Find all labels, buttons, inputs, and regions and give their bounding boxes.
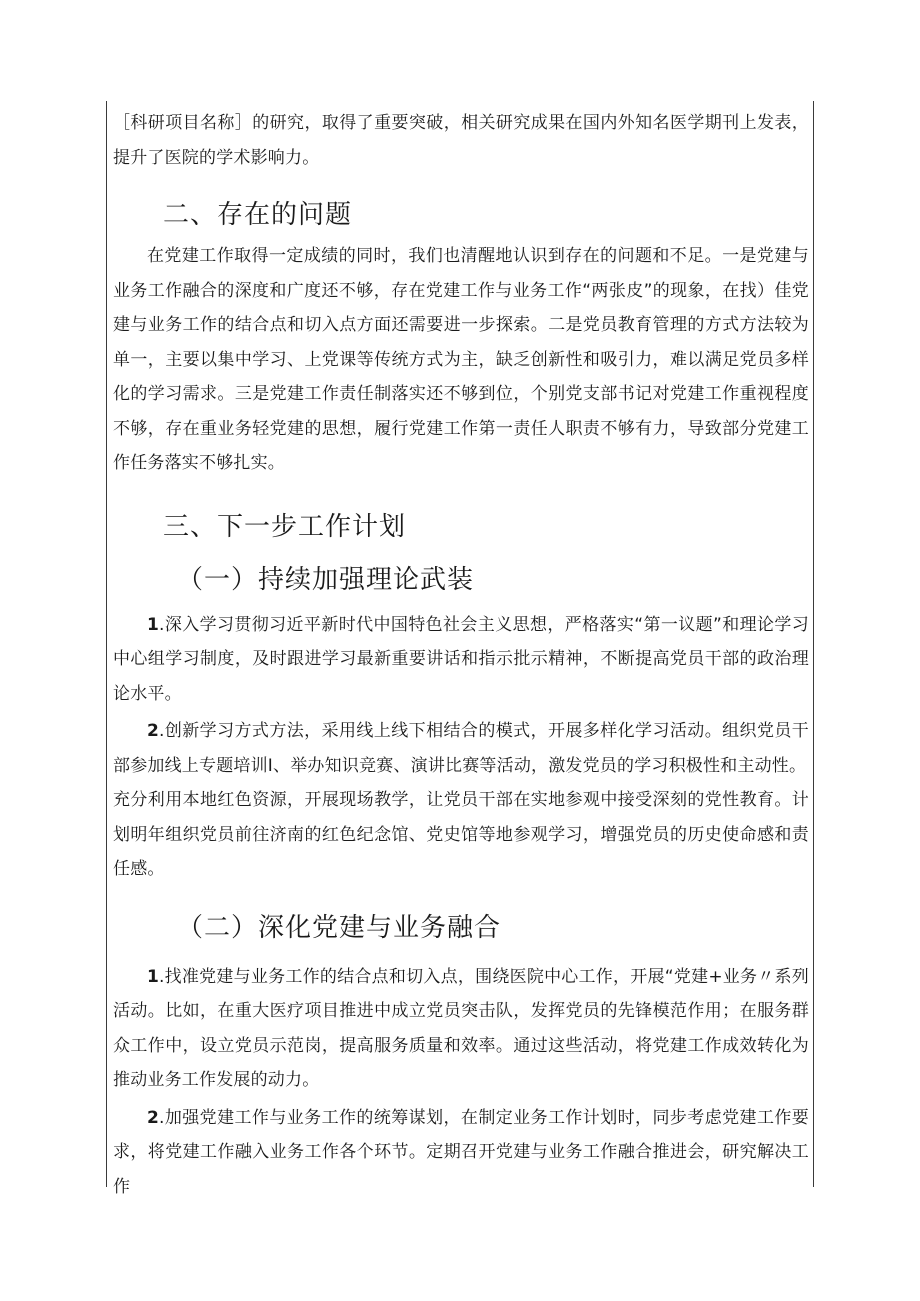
list-item-theory-2: [113, 714, 809, 783]
item-text: .创新学习方式方法，采用线上线下相结合的模式，开展多样化学习活动。组织党员干部参加线上专题培训I、举办知识竞赛、演讲比赛等活动，激发党员的学习积极性和主动性。: [113, 721, 809, 776]
item-number: 1: [147, 966, 160, 987]
table-border-left: [106, 101, 107, 1187]
document-body: [113, 106, 809, 1204]
item-number: 2: [147, 721, 160, 741]
item-text: .加强党建工作与业务工作的统筹谋划，在制定业务工作计划时，同步考虑党建工作要求，将党建工作融入业务工作各个环节。定期召开党建与业务工作融合推进会，研究解决工作: [113, 1107, 809, 1197]
list-item-integration-1: [113, 960, 809, 1098]
intro-paragraph: ［科研项目名称］的研究，取得了重要突破，相关研究成果在国内外知名医学期刊上发表，提升了医院的学术影响力。: [113, 113, 809, 168]
problems-paragraph: 在党建工作取得一定成绩的同时，我们也清醒地认识到存在的问题和不足。一是党建与业务工作融合的深度和广度还不够，存在党建工作与业务工作“两张皮”的现象，在找）佳党建与业务工作的结合点和切入点方面还需要进一步探索。二是党员教育管理的方式方法较为单一，主要以集中学习、上党课等传统方式为主，缺乏创新性和吸引力，难以满足党员多样化的学习需求。三是党建工作责任制落实还不够到位，个别党支部书记对党建工作重视程度不够，存在重业务轻党建的思想，履行党建工作第一责任人职责不够有力，导致部分党建工作任务落实不够扎实。: [113, 246, 809, 473]
list-item-integration-2: [113, 1101, 809, 1205]
subheading-theory: （一）持续加强理论武装: [177, 564, 475, 595]
section-heading-plan: 三、下一步工作计划: [163, 511, 407, 542]
item-number: 2: [147, 1107, 160, 1128]
table-border-right: [813, 101, 814, 1187]
list-item-theory-1: [113, 608, 809, 712]
item-text: .深入学习贯彻习近平新时代中国特色社会主义思想，严格落实“第一议题”和理论学习中心组学习制度，及时跟进学习最新重要讲话和指示批示精神，不断提高党员干部的政治理论水平。: [113, 614, 809, 704]
subheading-integration: （二）深化党建与业务融合: [177, 912, 502, 943]
list-item-theory-2-continued: 充分利用本地红色资源，开展现场教学，让党员干部在实地参观中接受深刻的党性教育。计划明年组织党员前往济南的红色纪念馆、党史馆等地参观学习，增强党员的历史使命感和责任感。: [113, 790, 809, 879]
item-number: 1: [147, 614, 160, 635]
item-text: .找准党建与业务工作的结合点和切入点，围绕医院中心工作，开展“党建+业务〃系列活动。比如，在重大医疗项目推进中成立党员突击队，发挥党员的先锋模范作用；在服务群众工作中，设立党员示范岗，提高服务质量和效率。通过这些活动，将党建工作成效转化为推动业务工作发展的动力。: [113, 966, 809, 1090]
section-heading-problems: 二、存在的问题: [163, 200, 353, 230]
